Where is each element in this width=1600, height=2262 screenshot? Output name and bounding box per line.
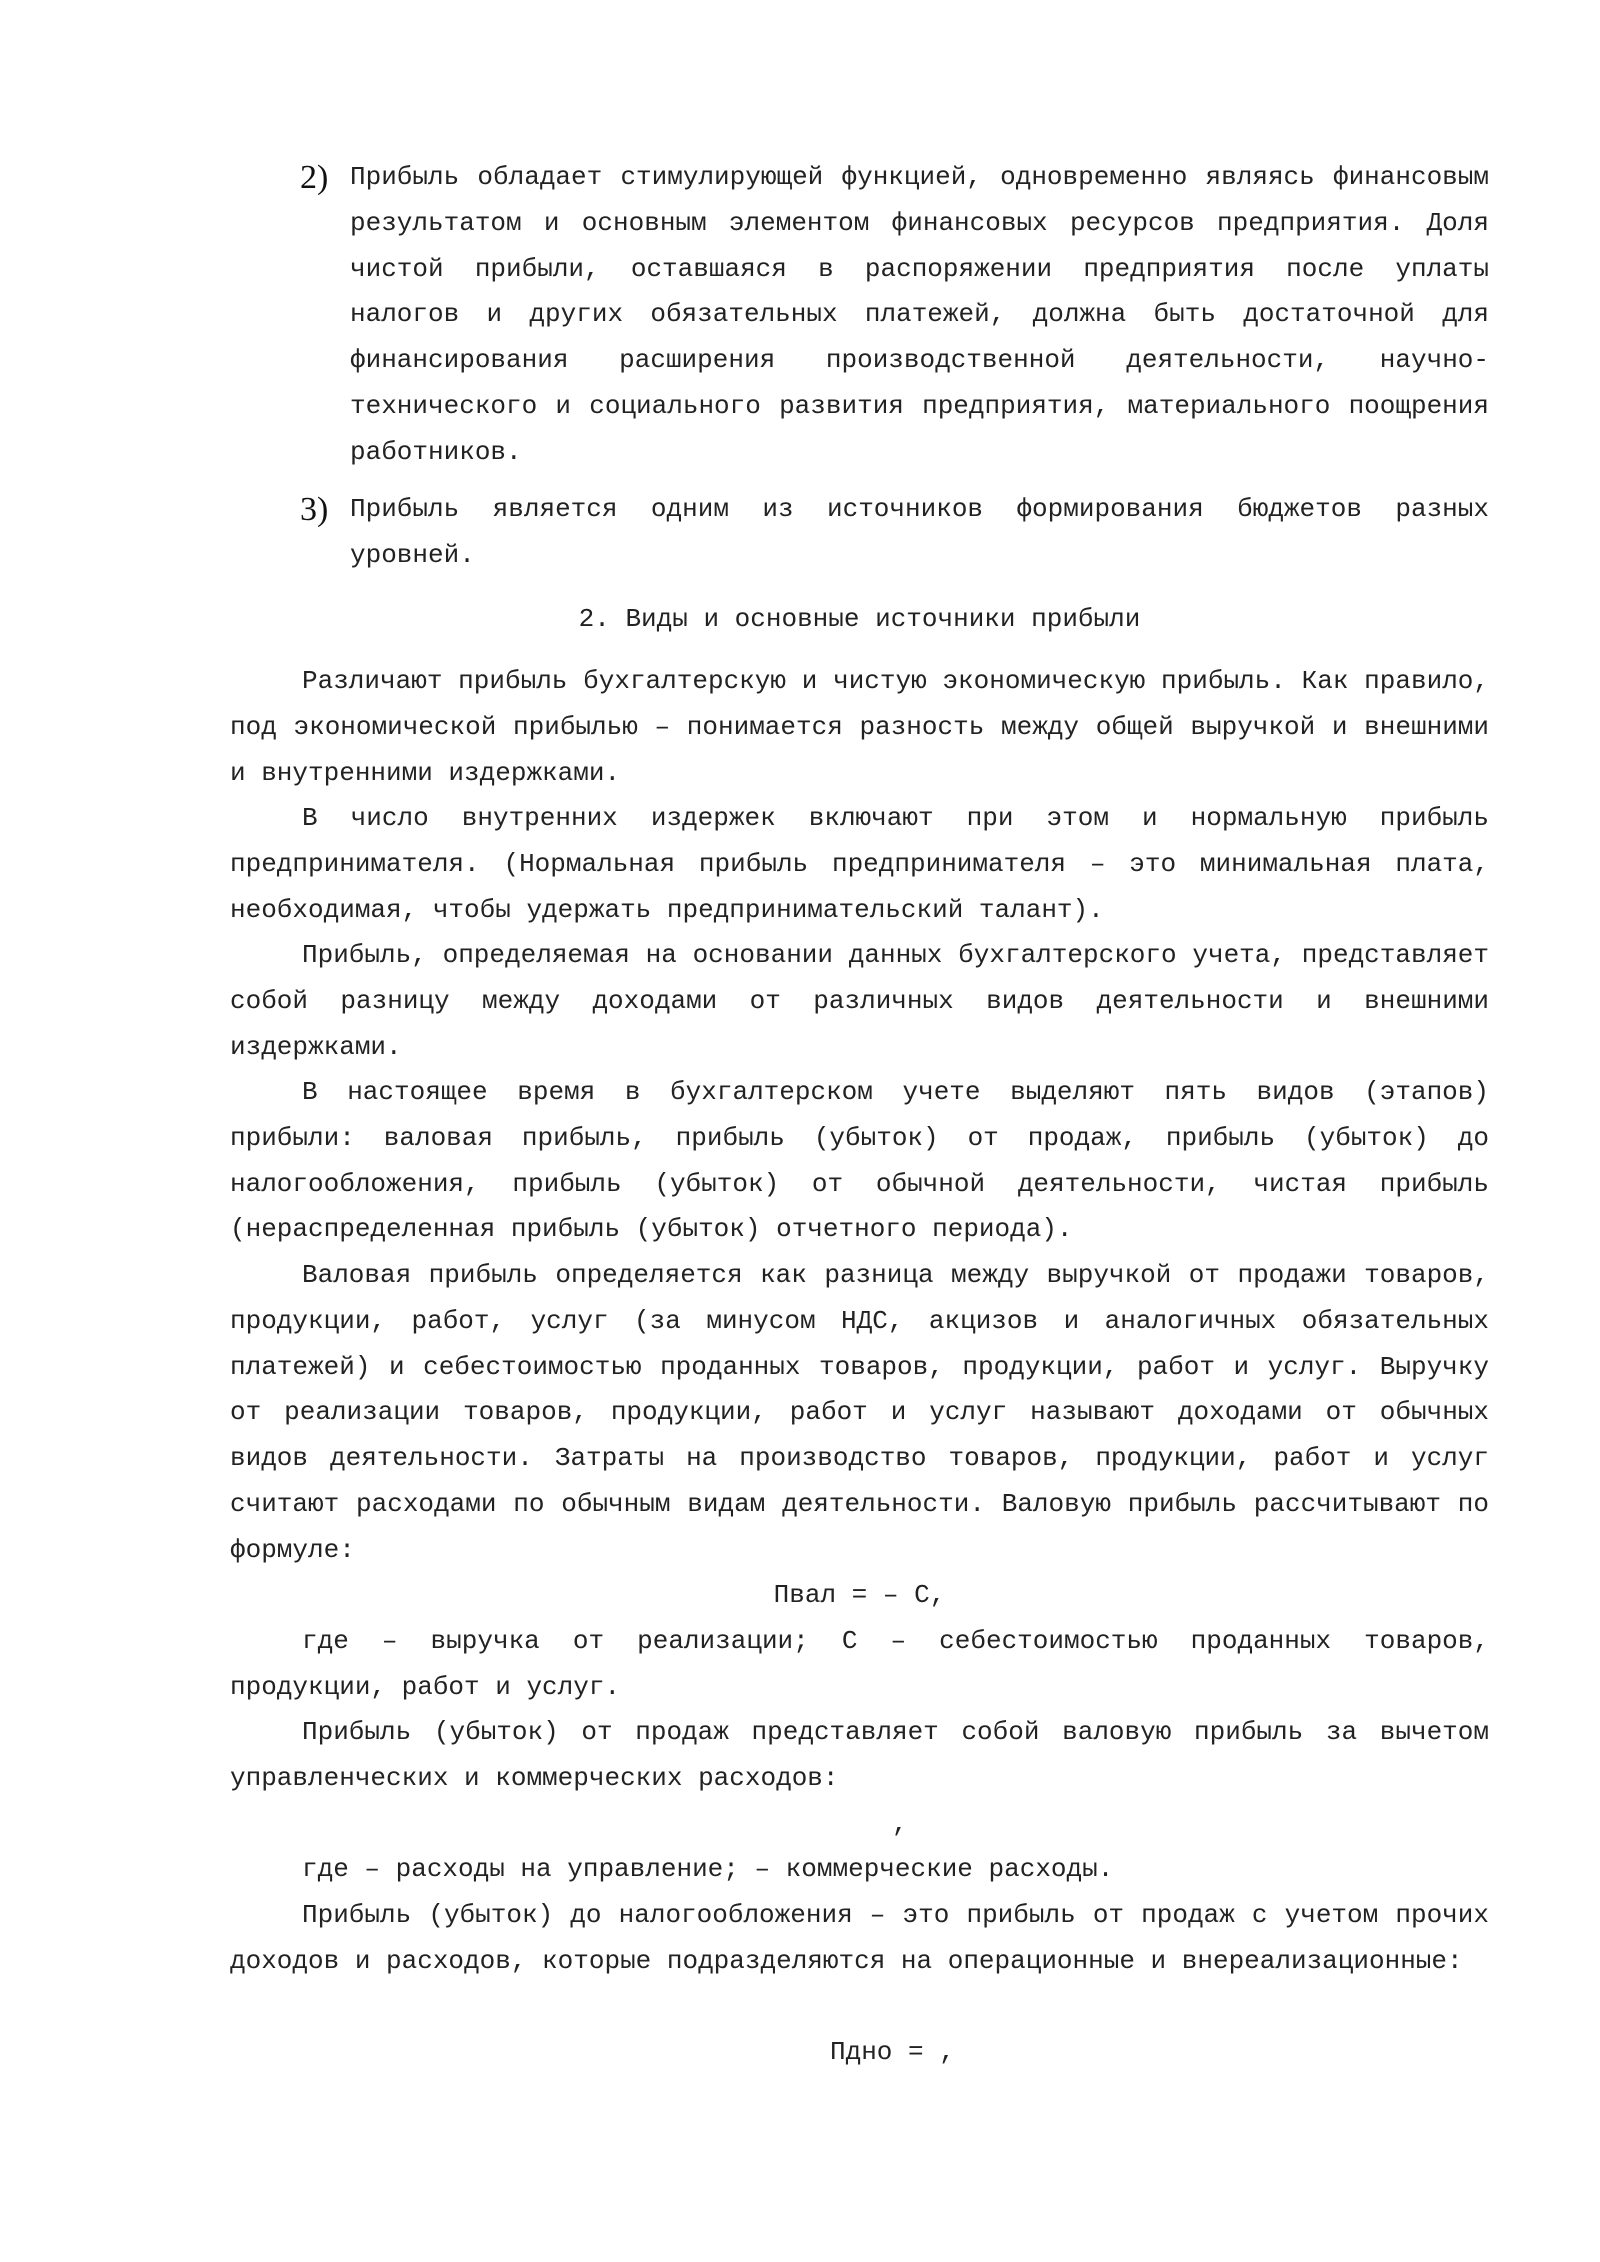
paragraph-pretax-profit: Прибыль (убыток) до налогообложения – это прибыль от продаж с учетом прочих доходов и расходов, которые подразделяются на операционные и внереализационные:	[230, 1900, 1489, 1976]
list-marker: 3)	[300, 491, 329, 528]
formula-pretax-profit: Пдно = ,	[830, 2037, 955, 2067]
paragraph-profit-stages: В настоящее время в бухгалтерском учете выделяют пять видов (этапов) прибыли: валовая прибыль, прибыль (убыток) от продаж, прибыль (убыток) до налогообложения, прибыль (убыток) от обычной деятельности, чистая прибыль (нераспределенная прибыль (убыток) отчетного периода).	[230, 1077, 1489, 1245]
list-item-text: Прибыль является одним из источников формирования бюджетов разных уровней.	[350, 494, 1489, 570]
paragraph-formula1-legend: где – выручка от реализации; С – себестоимостью проданных товаров, продукции, работ и услуг.	[230, 1626, 1489, 1702]
section-heading: 2. Виды и основные источники прибыли	[578, 604, 1141, 634]
formula-gross-profit: Пвал = – С,	[773, 1580, 946, 1610]
paragraph-accounting-profit: Прибыль, определяемая на основании данных бухгалтерского учета, представляет собой разницу между доходами от различных видов деятельности и внешними издержками.	[230, 940, 1489, 1062]
list-item-text: Прибыль обладает стимулирующей функцией, одновременно являясь финансовым результатом и основным элементом финансовых ресурсов предприятия. Доля чистой прибыли, оставшаяся в распоряжении предприятия после уплаты налогов и других обязательных платежей, должна быть достаточной для финансирования расширения производственной деятельности, научно-технического и социального развития предприятия, материального поощрения работников.	[350, 162, 1489, 467]
formula-sales-profit: ,	[892, 1809, 908, 1839]
paragraph-gross-profit: Валовая прибыль определяется как разница между выручкой от продажи товаров, продукции, работ, услуг (за минусом НДС, акцизов и аналогичных обязательных платежей) и себестоимостью проданных товаров, продукции, работ и услуг. Выручку от реализации товаров, продукции, работ и услуг называют доходами от обычных видов деятельности. Затраты на производство товаров, продукции, работ и услуг считают расходами по обычным видам деятельности. Валовую прибыль рассчитывают по формуле:	[230, 1260, 1489, 1565]
paragraph-profit-types: Различают прибыль бухгалтерскую и чистую экономическую прибыль. Как правило, под экономической прибылью – понимается разность между общей выручкой и внешними и внутренними издержками.	[230, 666, 1489, 788]
paragraph-sales-profit: Прибыль (убыток) от продаж представляет собой валовую прибыль за вычетом управленческих и коммерческих расходов:	[230, 1717, 1489, 1793]
list-marker: 2)	[300, 159, 329, 196]
paragraph-formula2-legend: где – расходы на управление; – коммерческие расходы.	[302, 1854, 1114, 1884]
list-item-2	[300, 155, 1489, 476]
paragraph-internal-costs: В число внутренних издержек включают при этом и нормальную прибыль предпринимателя. (Нормальная прибыль предпринимателя – это минимальная плата, необходимая, чтобы удержать предпринимательский талант).	[230, 803, 1489, 925]
list-item-3	[300, 487, 1489, 579]
